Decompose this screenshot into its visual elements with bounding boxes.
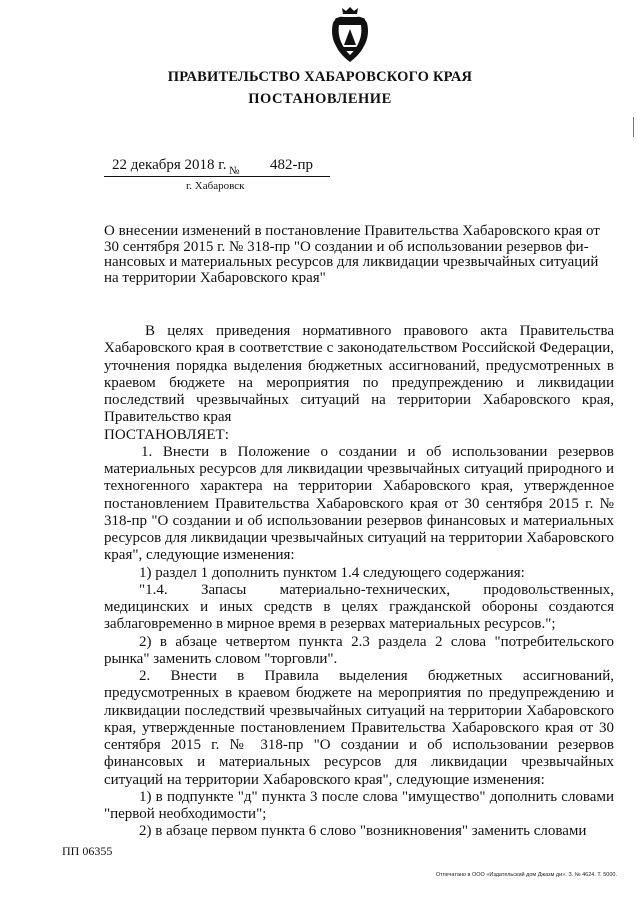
footer-code: ПП 06355 — [62, 844, 113, 858]
item-1-1-quote: "1.4. Запасы материально-технических, продовольственных, медицинских и иных средств в целях гражданской обороны создаются заблаговременно в мирное время в резервах материальных ресурсов."; — [104, 581, 614, 633]
coat-of-arms-icon — [327, 5, 373, 65]
document-number: 482-пр — [270, 157, 314, 173]
item-2-2-paragraph: 2) в абзаце первом пункта 6 слово "возникновения" заменить словами — [139, 823, 587, 840]
document-city: г. Хабаровск — [186, 180, 245, 192]
preamble-paragraph: В целях приведения нормативного правового акта Правительства Хабаровского края в соответствие с законодательством Российской Федерации, уточнения порядка выделения бюджетных ассигнований, предусмотренных в краевом бюджете на мероприятия по предупреждению и ликвидации последствий чрезвычайных ситуаций на территории Хабаровского края, Правительство края — [104, 323, 614, 426]
printed-note: Отпечатано в ООО «Издательский дом Джазм ди». З. № 4624. Т. 5000. — [435, 872, 617, 878]
date-underline — [104, 176, 330, 177]
subject-line: О внесении изменений в постановление Правительства Хабаровского края от — [104, 223, 600, 239]
subject-line: на территории Хабаровского края" — [104, 269, 326, 286]
item-1-paragraph: 1. Внести в Положение о создании и об использовании резервов материальных ресурсов для ликвидации чрезвычайных ситуаций природного и техногенного характера на территории Хабаровского края, утвержденное постановлением Правительства Хабаровского края от 30 сентября 2015 г. № 318-пр "О создании и об использовании резервов финансовых и материальных ресурсов для ликвидации чрезвычайных ситуаций на территории Хабаровского края", следующие изменения: — [104, 443, 614, 564]
number-sign: № — [229, 165, 240, 177]
document-body — [104, 323, 614, 841]
org-title: ПРАВИТЕЛЬСТВО ХАБАРОВСКОГО КРАЯ — [167, 69, 473, 85]
item-1-2-paragraph: 2) в абзаце четвертом пункта 2.3 раздела 2 слова "потребительского рынка" заменить словом "торговли". — [104, 633, 614, 667]
document-subject — [104, 224, 614, 286]
scan-edge-mark — [633, 117, 634, 137]
document-date: 22 декабря 2018 г. — [112, 157, 227, 173]
item-2-1-paragraph: 1) в подпункте "д" пункта 3 после слова "имущество" дополнить словами "первой необходимости"; — [104, 788, 614, 822]
item-2-paragraph: 2. Внести в Правила выделения бюджетных ассигнований, предусмотренных в краевом бюджете на мероприятия по предупреждению и ликвидации последствий чрезвычайных ситуаций на территории Хабаровского края, утвержденные постановлением Правительства Хабаровского края от 30 сентября 2015 г. № 318-пр "О создании и об использовании резервов финансовых и материальных ресурсов для ликвидации чрезвычайных ситуаций на территории Хабаровского края", следующие изменения: — [104, 668, 614, 788]
subject-line: 30 сентября 2015 г. № 318-пр "О создании и об использовании резервов фи- — [104, 238, 589, 255]
item-1-1-paragraph: 1) раздел 1 дополнить пунктом 1.4 следующего содержания: — [139, 564, 525, 581]
doc-type-title: ПОСТАНОВЛЕНИЕ — [248, 91, 392, 107]
subject-line: нансовых и материальных ресурсов для ликвидации чрезвычайных ситуаций — [104, 254, 599, 270]
decree-word: ПОСТАНОВЛЯЕТ: — [104, 426, 229, 443]
